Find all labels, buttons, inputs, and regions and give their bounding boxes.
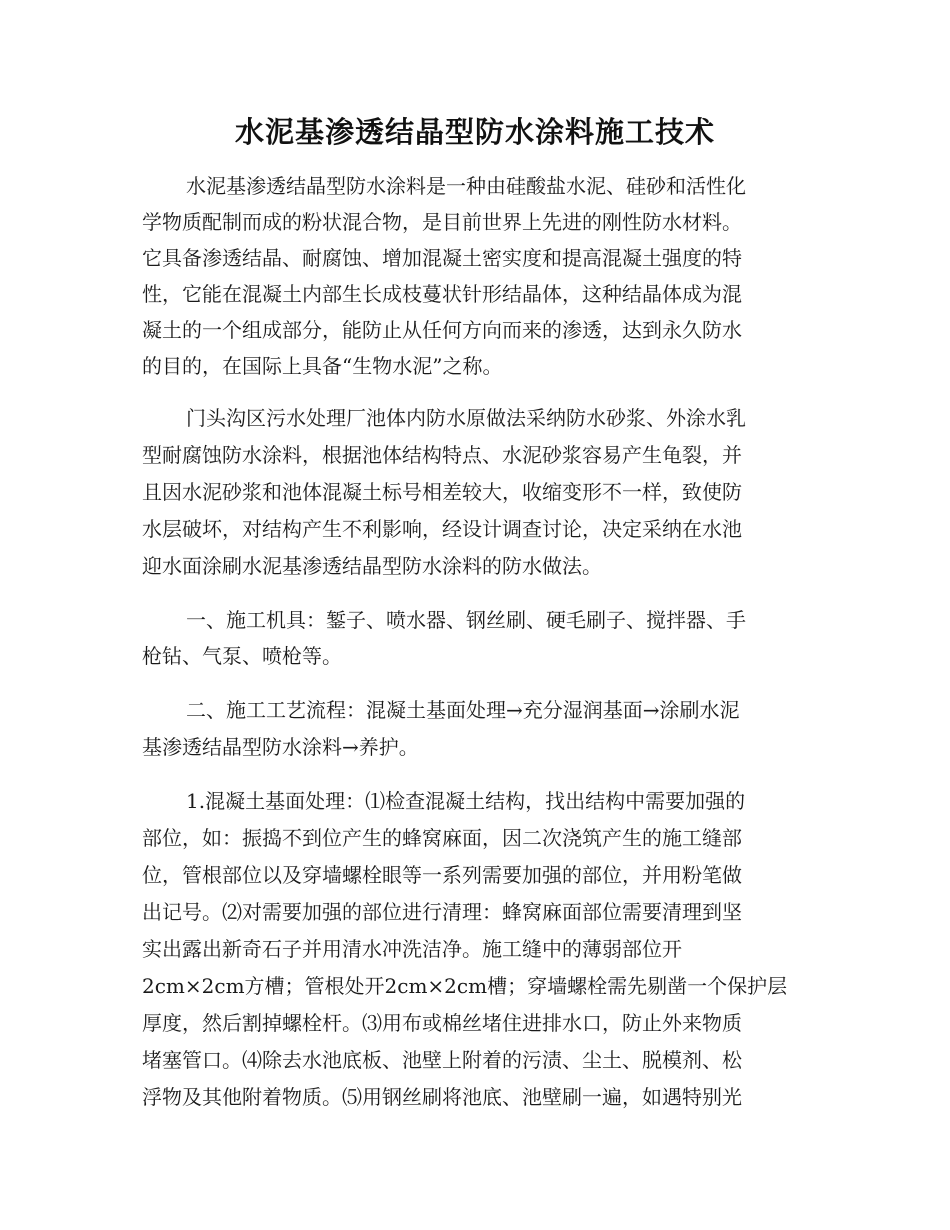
paragraph-line: 它具备渗透结晶、耐腐蚀、增加混凝土密实度和提高混凝土强度的特 [142, 246, 742, 270]
paragraph-line: 凝土的一个组成部分，能防止从任何方向而来的渗透，达到永久防水 [142, 318, 742, 342]
paragraph-line: 浮物及其他附着物质。⑸用钢丝刷将池底、池壁刷一遍，如遇特别光 [142, 1085, 742, 1109]
paragraph-line: 性，它能在混凝土内部生长成枝蔓状针形结晶体，这种结晶体成为混 [142, 282, 742, 306]
paragraph-line: 堵塞管口。⑷除去水池底板、池壁上附着的污渍、尘土、脱模剂、松 [142, 1048, 742, 1072]
paragraph-line: 二、施工工艺流程：混凝土基面处理→充分湿润基面→涂刷水泥 [186, 698, 740, 722]
paragraph-line: 厚度，然后割掉螺栓杆。⑶用布或棉丝堵住进排水口，防止外来物质 [142, 1011, 742, 1035]
paragraph-line: 一、施工机具：錾子、喷水器、钢丝刷、硬毛刷子、搅拌器、手 [186, 608, 746, 632]
paragraph-line: 门头沟区污水处理厂池体内防水原做法采纳防水砂浆、外涂水乳 [186, 406, 746, 430]
paragraph-line: 出记号。⑵对需要加强的部位进行清理：蜂窝麻面部位需要清理到坚 [142, 900, 742, 924]
paragraph-line: 实出露出新奇石子并用清水冲洗洁净。施工缝中的薄弱部位开 [142, 937, 682, 961]
paragraph-line: 且因水泥砂浆和池体混凝土标号相差较大，收缩变形不一样，致使防 [142, 480, 742, 504]
paragraph-line: 枪钻、气泵、喷枪等。 [142, 644, 342, 668]
paragraph-line: 部位，如：振捣不到位产生的蜂窝麻面，因二次浇筑产生的施工缝部 [142, 826, 742, 850]
paragraph-line: 位，管根部位以及穿墙螺栓眼等一系列需要加强的部位，并用粉笔做 [142, 863, 742, 887]
paragraph-line: 学物质配制而成的粉状混合物，是目前世界上先进的刚性防水材料。 [142, 210, 742, 234]
paragraph-line: 型耐腐蚀防水涂料，根据池体结构特点、水泥砂浆容易产生龟裂，并 [142, 443, 742, 467]
paragraph-line: 的目的，在国际上具备“生物水泥”之称。 [142, 354, 503, 378]
paragraph-line: 基渗透结晶型防水涂料→养护。 [142, 735, 419, 759]
document-title: 水泥基渗透结晶型防水涂料施工技术 [234, 115, 715, 149]
paragraph-line: 1.混凝土基面处理：⑴检查混凝土结构，找出结构中需要加强的 [186, 789, 746, 813]
paragraph-line: 2cm×2cm方槽；管根处开2cm×2cm槽；穿墙螺栓需先剔凿一个保护层 [142, 974, 788, 998]
paragraph-line: 水泥基渗透结晶型防水涂料是一种由硅酸盐水泥、硅砂和活性化 [186, 174, 746, 198]
paragraph-line: 迎水面涂刷水泥基渗透结晶型防水涂料的防水做法。 [142, 554, 602, 578]
paragraph-line: 水层破坏，对结构产生不利影响，经设计调查讨论，决定采纳在水池 [142, 517, 742, 541]
